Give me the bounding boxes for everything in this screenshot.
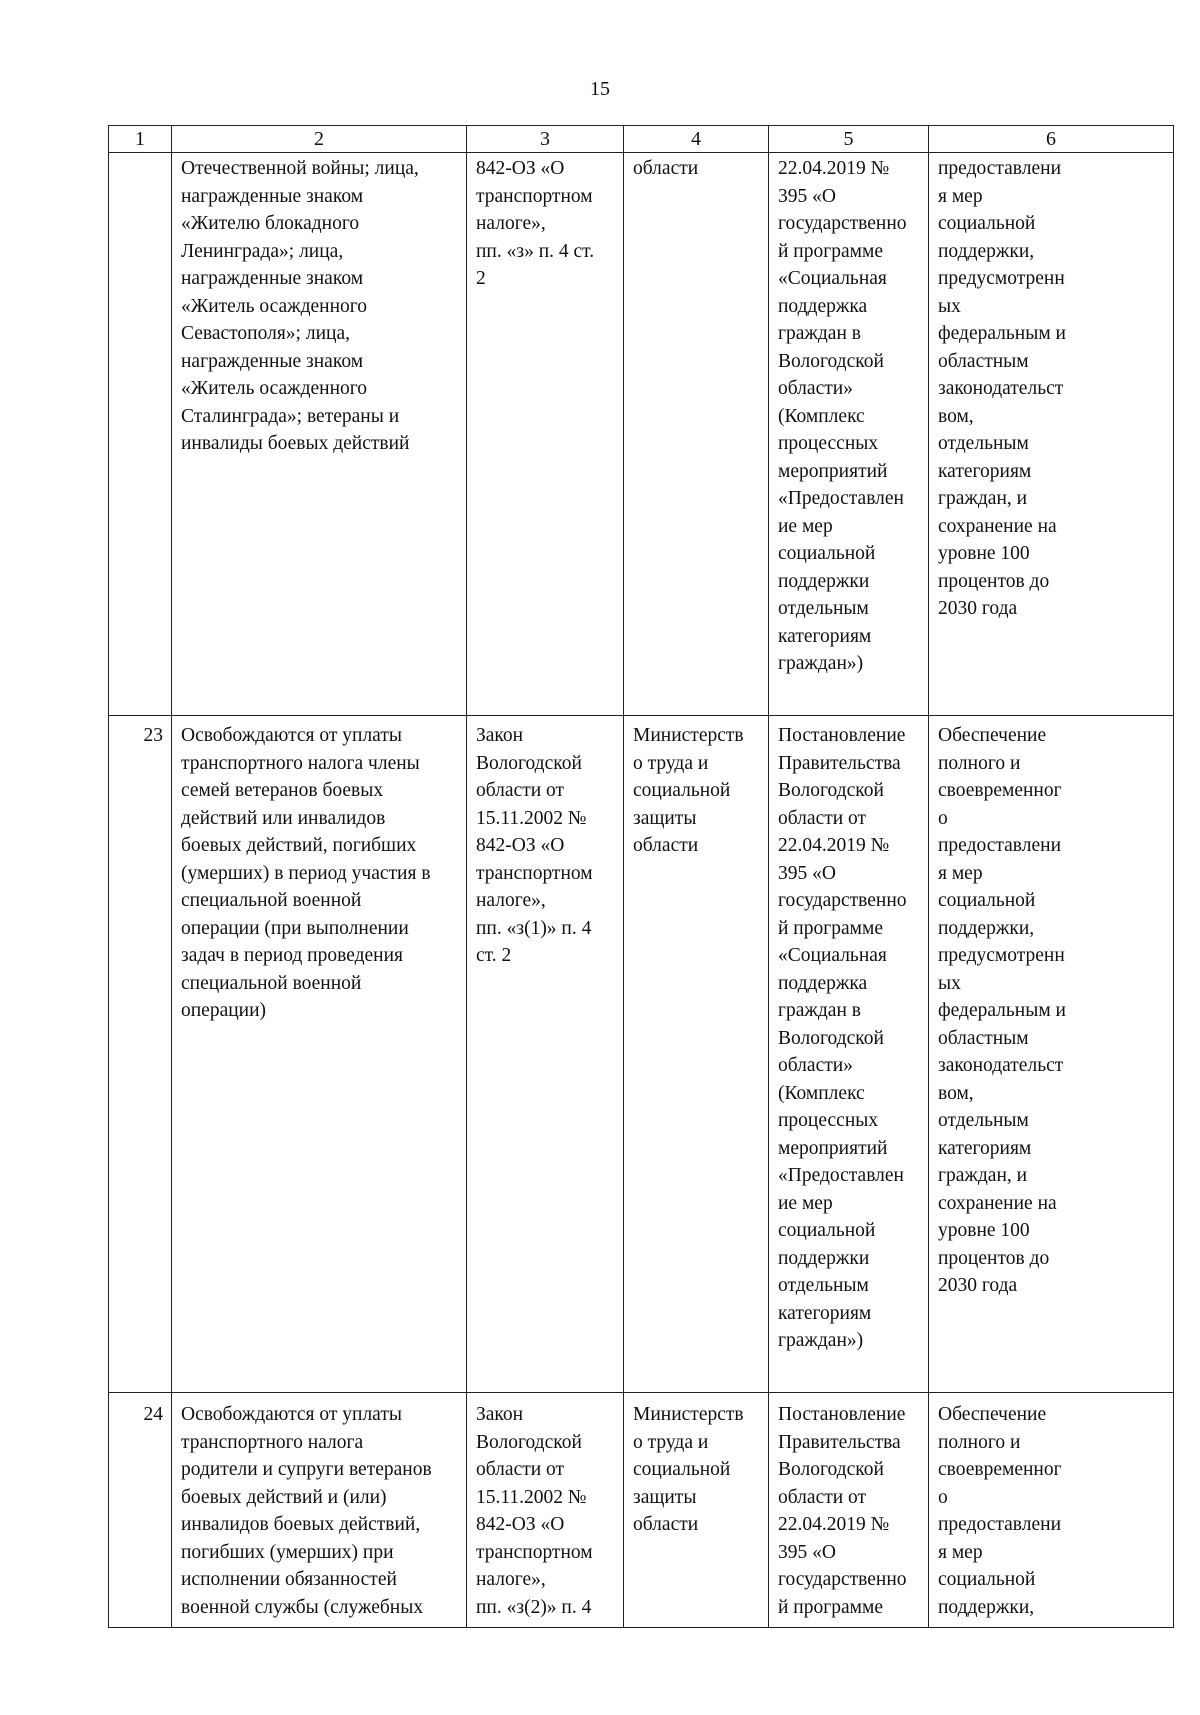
cell-text-line: (Комплекс (778, 405, 865, 427)
cell-text-line: поддержки, (938, 240, 1035, 262)
cell-text-line: «Жителю блокадного (181, 213, 360, 234)
cell-text-line: процессных (778, 1110, 879, 1131)
cell-text-line: й программе (778, 240, 883, 262)
table-row (109, 1393, 1174, 1628)
cell-text-line: государственно (778, 1569, 907, 1590)
description-cell (172, 153, 467, 716)
cell-text-line: областным (938, 350, 1029, 372)
description-cell (172, 716, 467, 1393)
table-row (109, 153, 1174, 716)
cell-text-line: специальной военной (181, 890, 362, 911)
cell-text-line: я мер (938, 185, 983, 207)
cell-text-line: Постановление (778, 1404, 906, 1425)
cell-text-line: защиты (633, 1486, 697, 1508)
cell-text-line: социальной (938, 1569, 1036, 1590)
cell-text-line: 2030 года (938, 598, 1018, 619)
cell-text-line: о (938, 1486, 948, 1508)
cell-text-line: 842-ОЗ «О (476, 835, 565, 856)
cell-text-line: 395 «О (778, 862, 836, 884)
cell-text-line: Отечественной войны; лица, (181, 158, 419, 179)
cell-text-line: сохранение на (938, 515, 1057, 537)
cell-text-line: транспортном (476, 862, 593, 884)
cell-text-line: поддержки, (938, 1596, 1035, 1618)
cell-text-line: транспортного налога (181, 1431, 364, 1453)
cell-text-line: предоставлени (938, 158, 1062, 179)
cell-text-line: «Житель осажденного (181, 378, 368, 399)
cell-text-line: родители и супруги ветеранов (181, 1459, 432, 1480)
cell-text-line: 2 (476, 268, 486, 289)
cell-text-line: специальной военной (181, 972, 362, 994)
cell-text-line: 22.04.2019 № (778, 158, 890, 179)
cell-text-line: Ленинграда»; лица, (181, 240, 344, 262)
program-cell (769, 716, 929, 1393)
cell-text-line: категориям (778, 1302, 872, 1324)
cell-text-line: ие мер (778, 515, 833, 537)
cell-text-line: социальной (938, 890, 1036, 911)
cell-text-line: налоге», (476, 1569, 546, 1590)
cell-text-line: Постановление (778, 725, 906, 746)
program-cell (769, 153, 929, 716)
cell-text-line: категориям (938, 1137, 1032, 1159)
column-header: 1 (109, 126, 172, 153)
cell-text-line: отдельным (938, 1110, 1029, 1131)
cell-text-line: поддержки, (938, 917, 1035, 939)
cell-text-line: налоге», (476, 890, 546, 911)
cell-text-line: вом, (938, 405, 974, 427)
cell-text-line: области от (778, 807, 867, 829)
cell-text-line: Освобождаются от уплаты (181, 725, 402, 746)
cell-text-line: 395 «О (778, 185, 836, 207)
legal-basis-cell (467, 716, 624, 1393)
cell-text-line: областным (938, 1027, 1029, 1049)
cell-text-line: категориям (778, 625, 872, 647)
row-number-cell: 24 (109, 1393, 172, 1628)
cell-text-line: налоге», (476, 213, 546, 234)
cell-text-line: области (633, 158, 699, 179)
column-header: 5 (769, 126, 929, 153)
description-cell (172, 1393, 467, 1628)
cell-text-line: пп. «з» п. 4 ст. (476, 240, 595, 262)
row-number-cell: 23 (109, 716, 172, 1393)
cell-text-line: 15.11.2002 № (476, 807, 587, 829)
responsible-body-cell (624, 1393, 769, 1628)
cell-text-line: й программе (778, 1596, 883, 1618)
cell-text-line: исполнении обязанностей (181, 1569, 397, 1590)
cell-text-line: ст. 2 (476, 945, 512, 966)
cell-text-line: области (633, 1514, 699, 1535)
cell-text-line: уровне 100 (938, 1220, 1030, 1241)
cell-text-line: 842-ОЗ «О (476, 158, 565, 179)
cell-text-line: Обеспечение (938, 725, 1047, 746)
legal-basis-cell (467, 153, 624, 716)
cell-text-line: государственно (778, 213, 907, 234)
cell-text-line: отдельным (938, 433, 1029, 454)
cell-text-line: категориям (938, 460, 1032, 482)
cell-text-line: транспортного налога члены (181, 752, 420, 774)
cell-text-line: Освобождаются от уплаты (181, 1404, 402, 1425)
cell-text-line: о (938, 807, 948, 829)
cell-text-line: погибших (умерших) при (181, 1541, 394, 1563)
cell-text-line: (Комплекс (778, 1082, 865, 1104)
cell-text-line: ых (938, 295, 961, 317)
cell-text-line: «Житель осажденного (181, 295, 368, 317)
cell-text-line: я мер (938, 1541, 983, 1563)
cell-text-line: области» (778, 1055, 853, 1076)
cell-text-line: я мер (938, 862, 983, 884)
cell-text-line: предусмотренн (938, 945, 1065, 966)
cell-text-line: 22.04.2019 № (778, 1514, 890, 1535)
column-header: 2 (172, 126, 467, 153)
goal-cell (929, 1393, 1174, 1628)
cell-text-line: поддержки (778, 570, 870, 592)
cell-text-line: уровне 100 (938, 543, 1030, 564)
goal-cell (929, 716, 1174, 1393)
cell-text-line: инвалидов боевых действий, (181, 1514, 421, 1535)
cell-text-line: 22.04.2019 № (778, 835, 890, 856)
cell-text-line: граждан») (778, 653, 864, 674)
cell-text-line: полного и (938, 1431, 1021, 1453)
cell-text-line: военной службы (служебных (181, 1596, 424, 1618)
row-number-cell (109, 153, 172, 716)
cell-text-line: пп. «з(1)» п. 4 (476, 917, 592, 939)
cell-text-line: области от (778, 1486, 867, 1508)
cell-text-line: граждан в (778, 323, 861, 344)
cell-text-line: Министерств (633, 1404, 744, 1425)
cell-text-line: «Социальная (778, 945, 887, 966)
cell-text-line: Министерств (633, 725, 744, 746)
cell-text-line: законодательст (938, 378, 1064, 399)
cell-text-line: 2030 года (938, 1275, 1018, 1296)
cell-text-line: Закон (476, 725, 524, 746)
cell-text-line: «Предоставлен (778, 1165, 904, 1186)
cell-text-line: Вологодской (778, 780, 884, 801)
cell-text-line: Вологодской (476, 752, 582, 774)
cell-text-line: поддержки (778, 1247, 870, 1269)
cell-text-line: граждан, и (938, 1165, 1028, 1186)
page-number: 15 (590, 78, 610, 100)
cell-text-line: федеральным и (938, 323, 1066, 344)
cell-text-line: законодательст (938, 1055, 1064, 1076)
cell-text-line: о труда и (633, 1431, 709, 1453)
cell-text-line: й программе (778, 917, 883, 939)
cell-text-line: предоставлени (938, 835, 1062, 856)
cell-text-line: мероприятий (778, 460, 888, 482)
cell-text-line: Вологодской (778, 1027, 884, 1049)
cell-text-line: процентов до (938, 570, 1050, 592)
cell-text-line: социальной (778, 543, 876, 564)
cell-text-line: Правительства (778, 1431, 901, 1453)
cell-text-line: награжденные знаком (181, 185, 364, 207)
cell-text-line: Севастополя»; лица, (181, 323, 350, 344)
cell-text-line: области (633, 835, 699, 856)
program-cell (769, 1393, 929, 1628)
cell-text-line: Вологодской (778, 1459, 884, 1480)
cell-text-line: мероприятий (778, 1137, 888, 1159)
cell-text-line: Правительства (778, 752, 901, 774)
column-header: 6 (929, 126, 1174, 153)
cell-text-line: отдельным (778, 1275, 869, 1296)
cell-text-line: о труда и (633, 752, 709, 774)
cell-text-line: боевых действий, погибших (181, 835, 417, 856)
cell-text-line: поддержка (778, 972, 868, 994)
table-header-row (109, 126, 1174, 153)
cell-text-line: области от (476, 780, 565, 801)
cell-text-line: 842-ОЗ «О (476, 1514, 565, 1535)
goal-cell (929, 153, 1174, 716)
cell-text-line: награжденные знаком (181, 268, 364, 289)
cell-text-line: процессных (778, 433, 879, 454)
cell-text-line: граждан») (778, 1330, 864, 1351)
column-header: 3 (467, 126, 624, 153)
cell-text-line: Обеспечение (938, 1404, 1047, 1425)
legal-basis-cell (467, 1393, 624, 1628)
cell-text-line: ых (938, 972, 961, 994)
cell-text-line: боевых действий и (или) (181, 1486, 387, 1508)
cell-text-line: Закон (476, 1404, 524, 1425)
cell-text-line: ие мер (778, 1192, 833, 1214)
cell-text-line: процентов до (938, 1247, 1050, 1269)
cell-text-line: социальной (633, 1459, 731, 1480)
cell-text-line: Вологодской (476, 1431, 582, 1453)
cell-text-line: области» (778, 378, 853, 399)
cell-text-line: отдельным (778, 598, 869, 619)
cell-text-line: граждан, и (938, 488, 1028, 509)
responsible-body-cell (624, 153, 769, 716)
cell-text-line: вом, (938, 1082, 974, 1104)
cell-text-line: транспортном (476, 1541, 593, 1563)
cell-text-line: полного и (938, 752, 1021, 774)
cell-text-line: граждан в (778, 1000, 861, 1021)
cell-text-line: Сталинграда»; ветераны и (181, 405, 400, 427)
cell-text-line: социальной (778, 1220, 876, 1241)
cell-text-line: инвалиды боевых действий (181, 433, 410, 454)
cell-text-line: задач в период проведения (181, 945, 404, 966)
cell-text-line: Вологодской (778, 350, 884, 372)
cell-text-line: своевременног (938, 780, 1062, 801)
cell-text-line: пп. «з(2)» п. 4 (476, 1596, 592, 1618)
cell-text-line: своевременног (938, 1459, 1062, 1480)
cell-text-line: области от (476, 1459, 565, 1480)
cell-text-line: сохранение на (938, 1192, 1057, 1214)
column-header: 4 (624, 126, 769, 153)
cell-text-line: (умерших) в период участия в (181, 862, 431, 884)
document-table (108, 125, 1174, 1628)
cell-text-line: 15.11.2002 № (476, 1486, 587, 1508)
cell-text-line: предоставлени (938, 1514, 1062, 1535)
cell-text-line: защиты (633, 807, 697, 829)
cell-text-line: действий или инвалидов (181, 807, 386, 829)
cell-text-line: операции (при выполнении (181, 917, 409, 939)
table-row (109, 716, 1174, 1393)
cell-text-line: «Предоставлен (778, 488, 904, 509)
cell-text-line: социальной (938, 213, 1036, 234)
cell-text-line: поддержка (778, 295, 868, 317)
cell-text-line: семей ветеранов боевых (181, 780, 384, 801)
cell-text-line: награжденные знаком (181, 350, 364, 372)
cell-text-line: социальной (633, 780, 731, 801)
cell-text-line: транспортном (476, 185, 593, 207)
cell-text-line: государственно (778, 890, 907, 911)
cell-text-line: федеральным и (938, 1000, 1066, 1021)
responsible-body-cell (624, 716, 769, 1393)
cell-text-line: 395 «О (778, 1541, 836, 1563)
cell-text-line: «Социальная (778, 268, 887, 289)
cell-text-line: предусмотренн (938, 268, 1065, 289)
cell-text-line: операции) (181, 1000, 267, 1021)
